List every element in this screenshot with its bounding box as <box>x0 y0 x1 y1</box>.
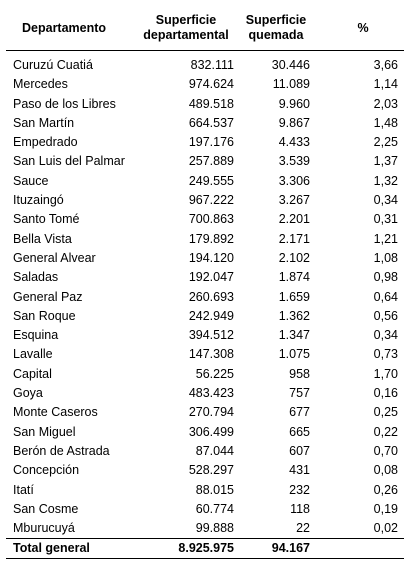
burned-area-table <box>6 6 404 559</box>
cell-superficie-departamental: 56.225 <box>195 366 234 381</box>
table-row <box>6 75 404 94</box>
cell-porcentaje: 0,98 <box>373 270 398 285</box>
cell-porcentaje: 0,64 <box>373 289 398 304</box>
table-row <box>6 345 404 364</box>
cell-porcentaje: 0,08 <box>373 463 398 478</box>
cell-superficie-quemada: 118 <box>290 501 310 516</box>
cell-superficie-departamental: 489.518 <box>188 96 234 111</box>
cell-superficie-departamental: 194.120 <box>188 250 234 265</box>
cell-departamento: Bella Vista <box>13 231 72 246</box>
table-row <box>6 288 404 307</box>
header-porcentaje: % <box>357 20 369 35</box>
cell-superficie-departamental: 60.774 <box>195 501 234 516</box>
table-body <box>6 51 404 539</box>
cell-departamento: Curuzú Cuatiá <box>13 58 93 72</box>
table-row <box>6 172 404 191</box>
table-row <box>6 481 404 500</box>
table-row <box>6 365 404 384</box>
cell-superficie-quemada: 1.659 <box>278 289 310 304</box>
table-row <box>6 500 404 519</box>
cell-superficie-departamental: 967.222 <box>188 193 234 208</box>
cell-porcentaje: 0,22 <box>373 424 398 439</box>
cell-porcentaje: 2,25 <box>373 135 398 150</box>
cell-superficie-quemada: 1.362 <box>278 308 310 323</box>
cell-superficie-quemada: 665 <box>289 424 310 439</box>
cell-superficie-quemada: 607 <box>289 443 310 458</box>
cell-porcentaje: 0,19 <box>373 501 398 516</box>
cell-departamento: Mburucuyá <box>13 521 75 536</box>
cell-superficie-quemada: 30.446 <box>271 58 310 72</box>
cell-superficie-departamental: 664.537 <box>188 115 234 130</box>
table-row <box>6 152 404 171</box>
table-row <box>6 423 404 442</box>
cell-superficie-quemada: 958 <box>289 366 310 381</box>
cell-porcentaje: 1,37 <box>373 154 398 169</box>
cell-departamento: Sauce <box>13 173 49 188</box>
cell-departamento: Paso de los Libres <box>13 96 116 111</box>
table-row <box>6 461 404 480</box>
cell-departamento: Mercedes <box>13 77 68 92</box>
cell-superficie-quemada: 11.089 <box>272 77 310 92</box>
cell-departamento: San Cosme <box>13 501 79 516</box>
header-sup-q-line1: Superficie <box>245 13 307 27</box>
header-superficie-quemada <box>240 6 312 51</box>
cell-superficie-departamental: 700.863 <box>188 212 234 227</box>
table-header <box>6 6 404 51</box>
table-row <box>6 210 404 229</box>
cell-superficie-departamental: 179.892 <box>188 231 234 246</box>
cell-superficie-departamental: 394.512 <box>188 328 234 343</box>
cell-superficie-departamental: 260.693 <box>188 289 234 304</box>
table-row <box>6 519 404 539</box>
cell-porcentaje: 0,34 <box>373 328 398 343</box>
cell-superficie-quemada: 757 <box>289 386 310 401</box>
cell-porcentaje: 1,48 <box>373 115 398 130</box>
cell-superficie-quemada: 4.433 <box>278 135 310 150</box>
cell-departamento: Berón de Astrada <box>13 443 110 458</box>
cell-superficie-quemada: 9.960 <box>278 96 310 111</box>
cell-departamento: San Miguel <box>13 424 76 439</box>
total-row <box>6 539 404 559</box>
cell-departamento: Esquina <box>13 328 59 343</box>
cell-superficie-departamental: 974.624 <box>188 77 234 92</box>
cell-superficie-quemada: 3.306 <box>278 173 310 188</box>
table-row <box>6 95 404 114</box>
cell-porcentaje: 1,08 <box>373 250 398 265</box>
cell-departamento: Goya <box>13 386 43 401</box>
cell-porcentaje: 0,34 <box>373 193 398 208</box>
cell-superficie-departamental: 192.047 <box>188 270 234 285</box>
cell-superficie-quemada: 2.201 <box>278 212 310 227</box>
table-row <box>6 249 404 268</box>
cell-departamento: Concepción <box>13 463 80 478</box>
cell-departamento: San Martín <box>13 115 75 130</box>
cell-departamento: Ituzaingó <box>13 193 64 208</box>
header-sup-dep-line2: departamental <box>143 28 229 42</box>
cell-departamento: San Luis del Palmar <box>13 154 125 169</box>
table-row <box>6 230 404 249</box>
header-superficie-departamental <box>132 6 240 51</box>
cell-superficie-quemada: 232 <box>289 482 310 497</box>
cell-porcentaje: 0,26 <box>373 482 398 497</box>
table-row <box>6 403 404 422</box>
cell-superficie-quemada: 22 <box>296 521 310 536</box>
cell-departamento: Itatí <box>13 482 34 497</box>
cell-porcentaje: 0,25 <box>373 405 398 420</box>
cell-superficie-quemada: 2.102 <box>278 250 310 265</box>
cell-porcentaje: 1,32 <box>373 173 398 188</box>
cell-departamento: Saladas <box>13 270 59 285</box>
header-sup-q-line2: quemada <box>248 28 304 42</box>
cell-departamento: San Roque <box>13 308 76 323</box>
table-row <box>6 268 404 287</box>
table-row <box>6 384 404 403</box>
cell-departamento: Santo Tomé <box>13 212 80 227</box>
cell-superficie-departamental: 197.176 <box>188 135 234 150</box>
cell-superficie-departamental: 249.555 <box>188 173 234 188</box>
cell-departamento: General Alvear <box>13 250 96 265</box>
table-footer <box>6 539 404 559</box>
cell-porcentaje: 0,31 <box>373 212 398 227</box>
cell-porcentaje: 0,73 <box>373 347 398 362</box>
cell-superficie-quemada: 1.075 <box>278 347 310 362</box>
cell-departamento: Capital <box>13 366 52 381</box>
table-row <box>6 307 404 326</box>
cell-superficie-departamental: 242.949 <box>188 308 234 323</box>
cell-superficie-quemada: 9.867 <box>278 115 310 130</box>
cell-superficie-departamental: 88.015 <box>195 482 234 497</box>
table-row <box>6 133 404 152</box>
table-row <box>6 56 404 75</box>
total-label: Total general <box>6 539 132 559</box>
cell-superficie-departamental: 832.111 <box>190 58 234 72</box>
cell-superficie-quemada: 1.347 <box>278 328 310 343</box>
table-row <box>6 442 404 461</box>
cell-porcentaje: 1,70 <box>373 366 398 381</box>
cell-superficie-departamental: 99.888 <box>195 521 234 536</box>
cell-superficie-departamental: 270.794 <box>188 405 234 420</box>
cell-porcentaje: 3,66 <box>373 58 398 72</box>
cell-departamento: Empedrado <box>13 135 78 150</box>
total-superficie-quemada: 94.167 <box>240 539 312 559</box>
table-row <box>6 326 404 345</box>
cell-superficie-quemada: 431 <box>289 463 310 478</box>
cell-departamento: Lavalle <box>13 347 53 362</box>
cell-departamento: Monte Caseros <box>13 405 98 420</box>
cell-porcentaje: 0,02 <box>373 521 398 536</box>
header-departamento: Departamento <box>22 20 107 35</box>
cell-departamento: General Paz <box>13 289 83 304</box>
cell-superficie-departamental: 147.308 <box>188 347 234 362</box>
cell-superficie-quemada: 2.171 <box>278 231 310 246</box>
cell-porcentaje: 2,03 <box>373 96 398 111</box>
total-porcentaje <box>312 539 404 559</box>
table-row <box>6 114 404 133</box>
cell-superficie-departamental: 257.889 <box>188 154 234 169</box>
table-row <box>6 191 404 210</box>
cell-superficie-departamental: 87.044 <box>195 443 234 458</box>
cell-superficie-departamental: 483.423 <box>188 386 234 401</box>
cell-porcentaje: 0,16 <box>373 386 398 401</box>
cell-porcentaje: 1,14 <box>373 77 398 92</box>
cell-superficie-departamental: 306.499 <box>188 424 234 439</box>
cell-superficie-departamental: 528.297 <box>188 463 234 478</box>
cell-superficie-quemada: 677 <box>289 405 310 420</box>
cell-superficie-quemada: 1.874 <box>278 270 310 285</box>
cell-porcentaje: 1,21 <box>373 231 398 246</box>
cell-superficie-quemada: 3.539 <box>278 154 310 169</box>
cell-superficie-quemada: 3.267 <box>278 193 310 208</box>
header-sup-dep-line1: Superficie <box>155 13 217 27</box>
cell-porcentaje: 0,56 <box>373 308 398 323</box>
cell-porcentaje: 0,70 <box>373 443 398 458</box>
total-superficie-departamental: 8.925.975 <box>132 539 240 559</box>
